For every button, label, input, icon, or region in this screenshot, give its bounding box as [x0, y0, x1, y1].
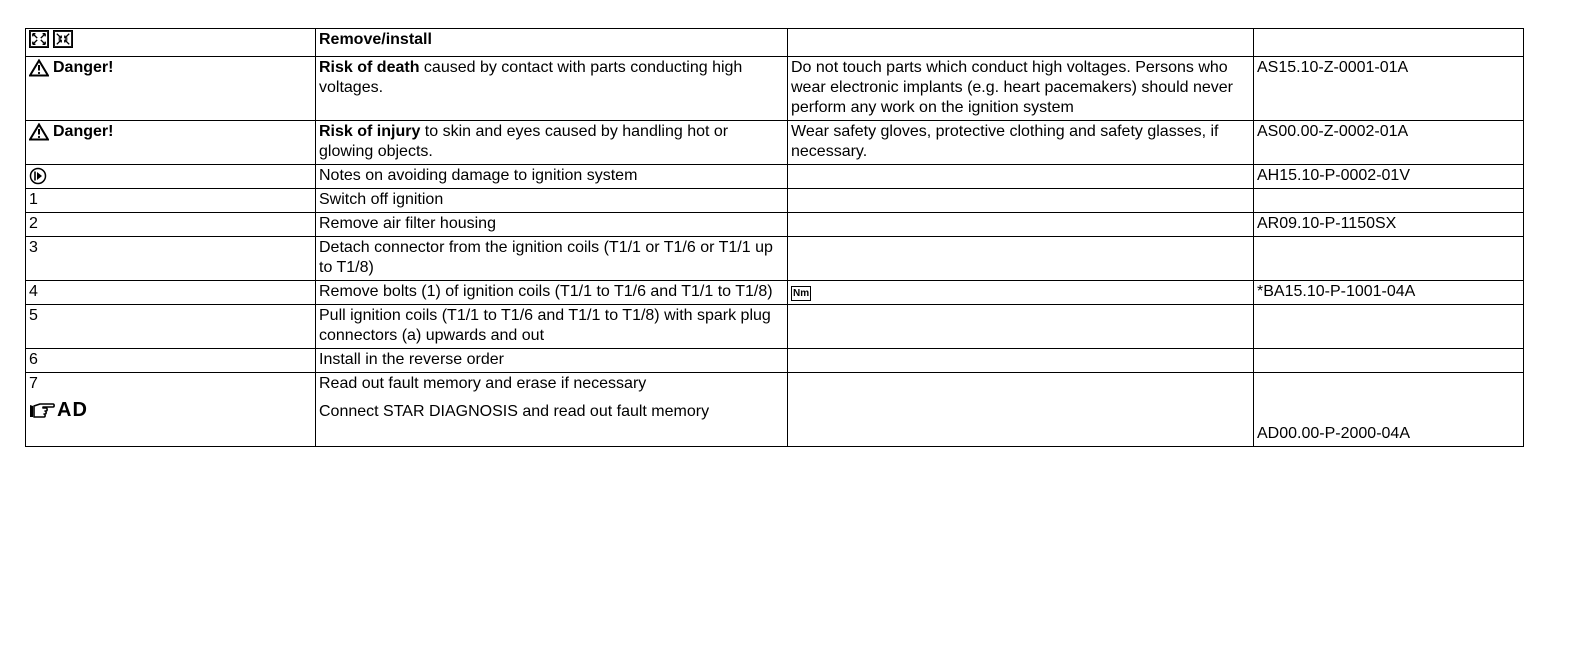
warning-triangle-icon	[29, 123, 49, 141]
document-ref[interactable]: *BA15.10-P-1001-04A	[1254, 281, 1524, 305]
step-number: 2	[26, 213, 316, 237]
document-ref	[1254, 305, 1524, 349]
danger-text: caused by contact with parts conducting high voltages.	[319, 59, 743, 96]
note-text: Notes on avoiding damage to ignition system	[316, 165, 788, 189]
step-number: 5	[26, 305, 316, 349]
diagnosis-label: AD	[57, 399, 88, 421]
document-ref[interactable]: AS00.00-Z-0002-01A	[1254, 121, 1524, 165]
step-row	[26, 189, 1524, 213]
diagnosis-text: Connect STAR DIAGNOSIS and read out fault memory	[319, 403, 710, 420]
empty-cell	[788, 237, 1254, 281]
diagnosis-marker[interactable]	[29, 400, 88, 420]
torque-cell	[788, 281, 1254, 305]
torque-nm-icon[interactable]: Nm	[793, 288, 810, 299]
danger-title: Risk of death	[319, 59, 420, 76]
icon-cell	[26, 29, 316, 57]
danger-row	[26, 121, 1524, 165]
step-text: Remove bolts (1) of ignition coils (T1/1 to T1/6 and T1/1 to T1/8)	[316, 281, 788, 305]
empty-cell	[788, 189, 1254, 213]
empty-cell	[788, 349, 1254, 373]
step-text: Read out fault memory and erase if necessary	[319, 375, 647, 392]
empty-cell	[788, 305, 1254, 349]
empty-cell	[788, 165, 1254, 189]
step-number: 1	[26, 189, 316, 213]
empty-cell	[788, 213, 1254, 237]
step-text-cell	[316, 373, 788, 447]
danger-action: Wear safety gloves, protective clothing and safety glasses, if necessary.	[788, 121, 1254, 165]
step-row	[26, 305, 1524, 349]
empty-cell	[788, 29, 1254, 57]
step-row	[26, 237, 1524, 281]
danger-label: Danger!	[53, 59, 114, 76]
step-text: Install in the reverse order	[316, 349, 788, 373]
step-row	[26, 281, 1524, 305]
step-row	[26, 213, 1524, 237]
warning-triangle-icon	[29, 59, 49, 77]
header-row	[26, 29, 1524, 57]
danger-title: Risk of injury	[319, 123, 421, 140]
document-ref[interactable]: AR09.10-P-1150SX	[1254, 213, 1524, 237]
expand-icon[interactable]	[29, 30, 49, 48]
document-ref	[1254, 349, 1524, 373]
danger-row	[26, 57, 1524, 121]
danger-text: to skin and eyes caused by handling hot or glowing objects.	[319, 123, 729, 160]
note-icon-cell	[26, 165, 316, 189]
document-ref	[1254, 189, 1524, 213]
step-number-cell	[26, 373, 316, 447]
danger-description	[316, 121, 788, 165]
step-number: 3	[26, 237, 316, 281]
document-ref[interactable]: AD00.00-P-2000-04A	[1257, 425, 1410, 442]
danger-description	[316, 57, 788, 121]
collapse-icon[interactable]	[53, 30, 73, 48]
document-ref[interactable]: AH15.10-P-0002-01V	[1254, 165, 1524, 189]
step-text: Pull ignition coils (T1/1 to T1/6 and T1/1 to T1/8) with spark plug connectors (a) upwards and out	[316, 305, 788, 349]
danger-label-cell	[26, 121, 316, 165]
step-number: 6	[26, 349, 316, 373]
empty-cell	[788, 373, 1254, 447]
step-text: Detach connector from the ignition coils (T1/1 or T1/6 or T1/1 up to T1/8)	[316, 237, 788, 281]
empty-cell	[1254, 29, 1524, 57]
danger-label: Danger!	[53, 123, 114, 140]
document-ref	[1254, 237, 1524, 281]
step-row	[26, 373, 1524, 447]
step-number: 7	[29, 375, 38, 392]
note-circle-icon	[29, 167, 47, 185]
step-row	[26, 349, 1524, 373]
step-text: Remove air filter housing	[316, 213, 788, 237]
header-title: Remove/install	[316, 29, 788, 57]
step-text: Switch off ignition	[316, 189, 788, 213]
procedure-table	[25, 28, 1524, 447]
document-ref[interactable]: AS15.10-Z-0001-01A	[1254, 57, 1524, 121]
note-row	[26, 165, 1524, 189]
danger-action: Do not touch parts which conduct high voltages. Persons who wear electronic implants (e.g. heart pacemakers) should never perform any work on the ignition system	[788, 57, 1254, 121]
document-ref-cell	[1254, 373, 1524, 447]
danger-label-cell	[26, 57, 316, 121]
pointing-hand-icon	[29, 401, 55, 419]
step-number: 4	[26, 281, 316, 305]
